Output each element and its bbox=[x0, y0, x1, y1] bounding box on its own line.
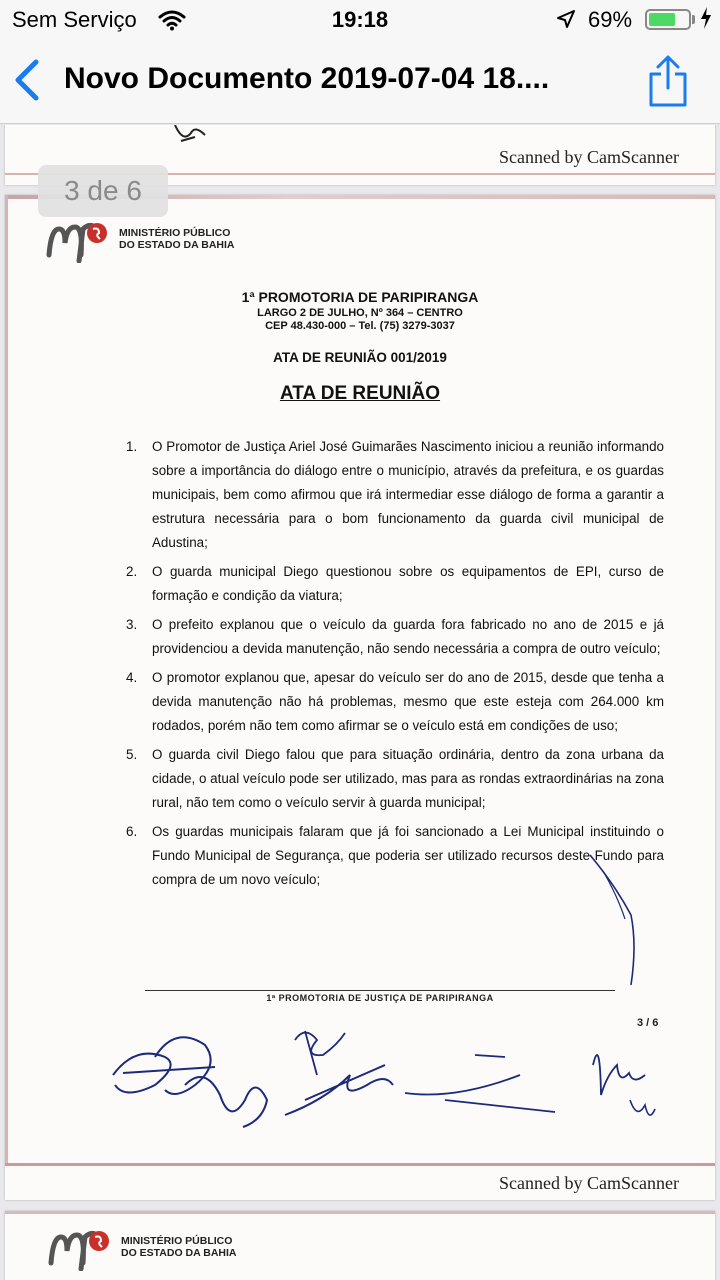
camscanner-watermark: Scanned by CamScanner bbox=[499, 147, 679, 167]
list-item bbox=[126, 820, 664, 892]
item-text: Os guardas municipais falaram que já foi sancionado a Lei Municipal instituindo o Fundo Municipal de Segurança, que poderia ser utilizado recursos deste Fundo para compra de um novo veículo; bbox=[152, 824, 664, 887]
chevron-left-icon bbox=[12, 58, 42, 102]
signature-fragment bbox=[165, 125, 225, 155]
signature-stroke bbox=[185, 1077, 267, 1127]
logo-text-line1: MINISTÉRIO PÚBLICO bbox=[119, 227, 231, 239]
list-item bbox=[126, 613, 664, 661]
signature-stroke bbox=[285, 1065, 393, 1115]
share-icon bbox=[646, 54, 690, 108]
carrier-label: Sem Serviço bbox=[12, 7, 137, 32]
item-text: O guarda civil Diego falou que para situação ordinária, dentro da zona urbana da cidade, o atual veículo pode ser utilizado, mas para as rondas extraordinárias na zona rural, não tem como o veículo servir à guarda municipal; bbox=[152, 747, 664, 810]
battery-icon bbox=[645, 9, 691, 30]
ata-number: ATA DE REUNIÃO 001/2019 bbox=[273, 350, 447, 365]
document-viewer[interactable] bbox=[0, 125, 720, 1280]
ministerio-publico-logo-icon bbox=[47, 1223, 117, 1271]
next-page bbox=[5, 1211, 715, 1280]
logo-text-line1: MINISTÉRIO PÚBLICO bbox=[121, 1235, 233, 1247]
logo-text-line2: DO ESTADO DA BAHIA bbox=[119, 239, 235, 251]
item-number: 5. bbox=[126, 747, 138, 762]
current-page bbox=[5, 195, 715, 1200]
signature-stroke bbox=[113, 1037, 215, 1094]
status-bar bbox=[0, 0, 720, 40]
footer-text: 1ª PROMOTORIA DE JUSTIÇA DE PARIPIRANGA bbox=[266, 993, 494, 1003]
list-item bbox=[126, 560, 664, 608]
signature-stroke bbox=[295, 1031, 345, 1075]
address-line: LARGO 2 DE JULHO, Nº 364 – CENTRO bbox=[257, 307, 463, 319]
navigation-bar bbox=[0, 40, 720, 124]
item-number: 6. bbox=[126, 824, 138, 839]
ata-title: ATA DE REUNIÃO bbox=[279, 383, 441, 404]
list-item bbox=[126, 435, 664, 555]
item-number: 3. bbox=[126, 617, 138, 632]
footer-rule bbox=[145, 990, 615, 991]
signature-stroke bbox=[630, 1100, 655, 1115]
camscanner-watermark: Scanned by CamScanner bbox=[499, 1173, 679, 1193]
location-arrow-icon bbox=[556, 9, 576, 35]
share-button[interactable] bbox=[646, 54, 696, 110]
mp-logo bbox=[45, 215, 235, 263]
battery-fill bbox=[649, 13, 675, 26]
item-number: 1. bbox=[126, 439, 138, 454]
back-button[interactable] bbox=[12, 58, 52, 106]
item-text: O promotor explanou que, apesar do veículo ser do ano de 2015, desde que tenha a devida manutenção não há problemas, mesmo que este esteja com 264.000 km rodados, porém não tem como afirmar se o veículo está em condições de uso; bbox=[152, 670, 664, 733]
mp-logo bbox=[47, 1223, 237, 1271]
item-text: O prefeito explanou que o veículo da guarda fora fabricado no ano de 2015 e já providenciou a devida manutenção, não sendo necessária a compra de outro veículo; bbox=[152, 617, 664, 656]
page-edge-left bbox=[5, 195, 8, 1165]
item-number: 2. bbox=[126, 564, 138, 579]
battery-percent: 69% bbox=[588, 7, 633, 32]
ministerio-publico-logo-icon bbox=[45, 215, 115, 263]
list-item bbox=[126, 743, 664, 815]
battery-tip bbox=[692, 15, 695, 24]
signature-stroke bbox=[405, 1055, 555, 1112]
charging-bolt-icon bbox=[700, 7, 712, 35]
item-text: O Promotor de Justiça Ariel José Guimarães Nascimento iniciou a reunião informando sobre a importância do diálogo entre o município, através da prefeitura, e os guardas municipais, bem como afirmou que irá intermediar esse diálogo de forma a garantir a estrutura necessária para o bom funcionamento da guarda civil municipal de Adustina; bbox=[152, 439, 664, 550]
promotoria-heading: 1ª PROMOTORIA DE PARIPIRANGA bbox=[241, 289, 479, 305]
logo-text-line2: DO ESTADO DA BAHIA bbox=[121, 1247, 237, 1259]
page-edge bbox=[5, 1211, 715, 1214]
item-number: 4. bbox=[126, 670, 138, 685]
document-title: Novo Documento 2019-07-04 18.... bbox=[64, 62, 550, 95]
list-item bbox=[126, 666, 664, 738]
page-number: 3 / 6 bbox=[637, 1017, 659, 1029]
item-text: O guarda municipal Diego questionou sobre os equipamentos de EPI, curso de formação e condição da viatura; bbox=[152, 564, 664, 603]
cep-phone-line: CEP 48.430-000 – Tel. (75) 3279-3037 bbox=[265, 320, 455, 332]
page-edge-bottom bbox=[5, 1163, 715, 1166]
page-indicator: 3 de 6 bbox=[38, 165, 168, 217]
clock-time: 19:18 bbox=[331, 7, 389, 32]
minutes-list bbox=[126, 435, 664, 897]
signature-stroke bbox=[593, 1055, 645, 1095]
